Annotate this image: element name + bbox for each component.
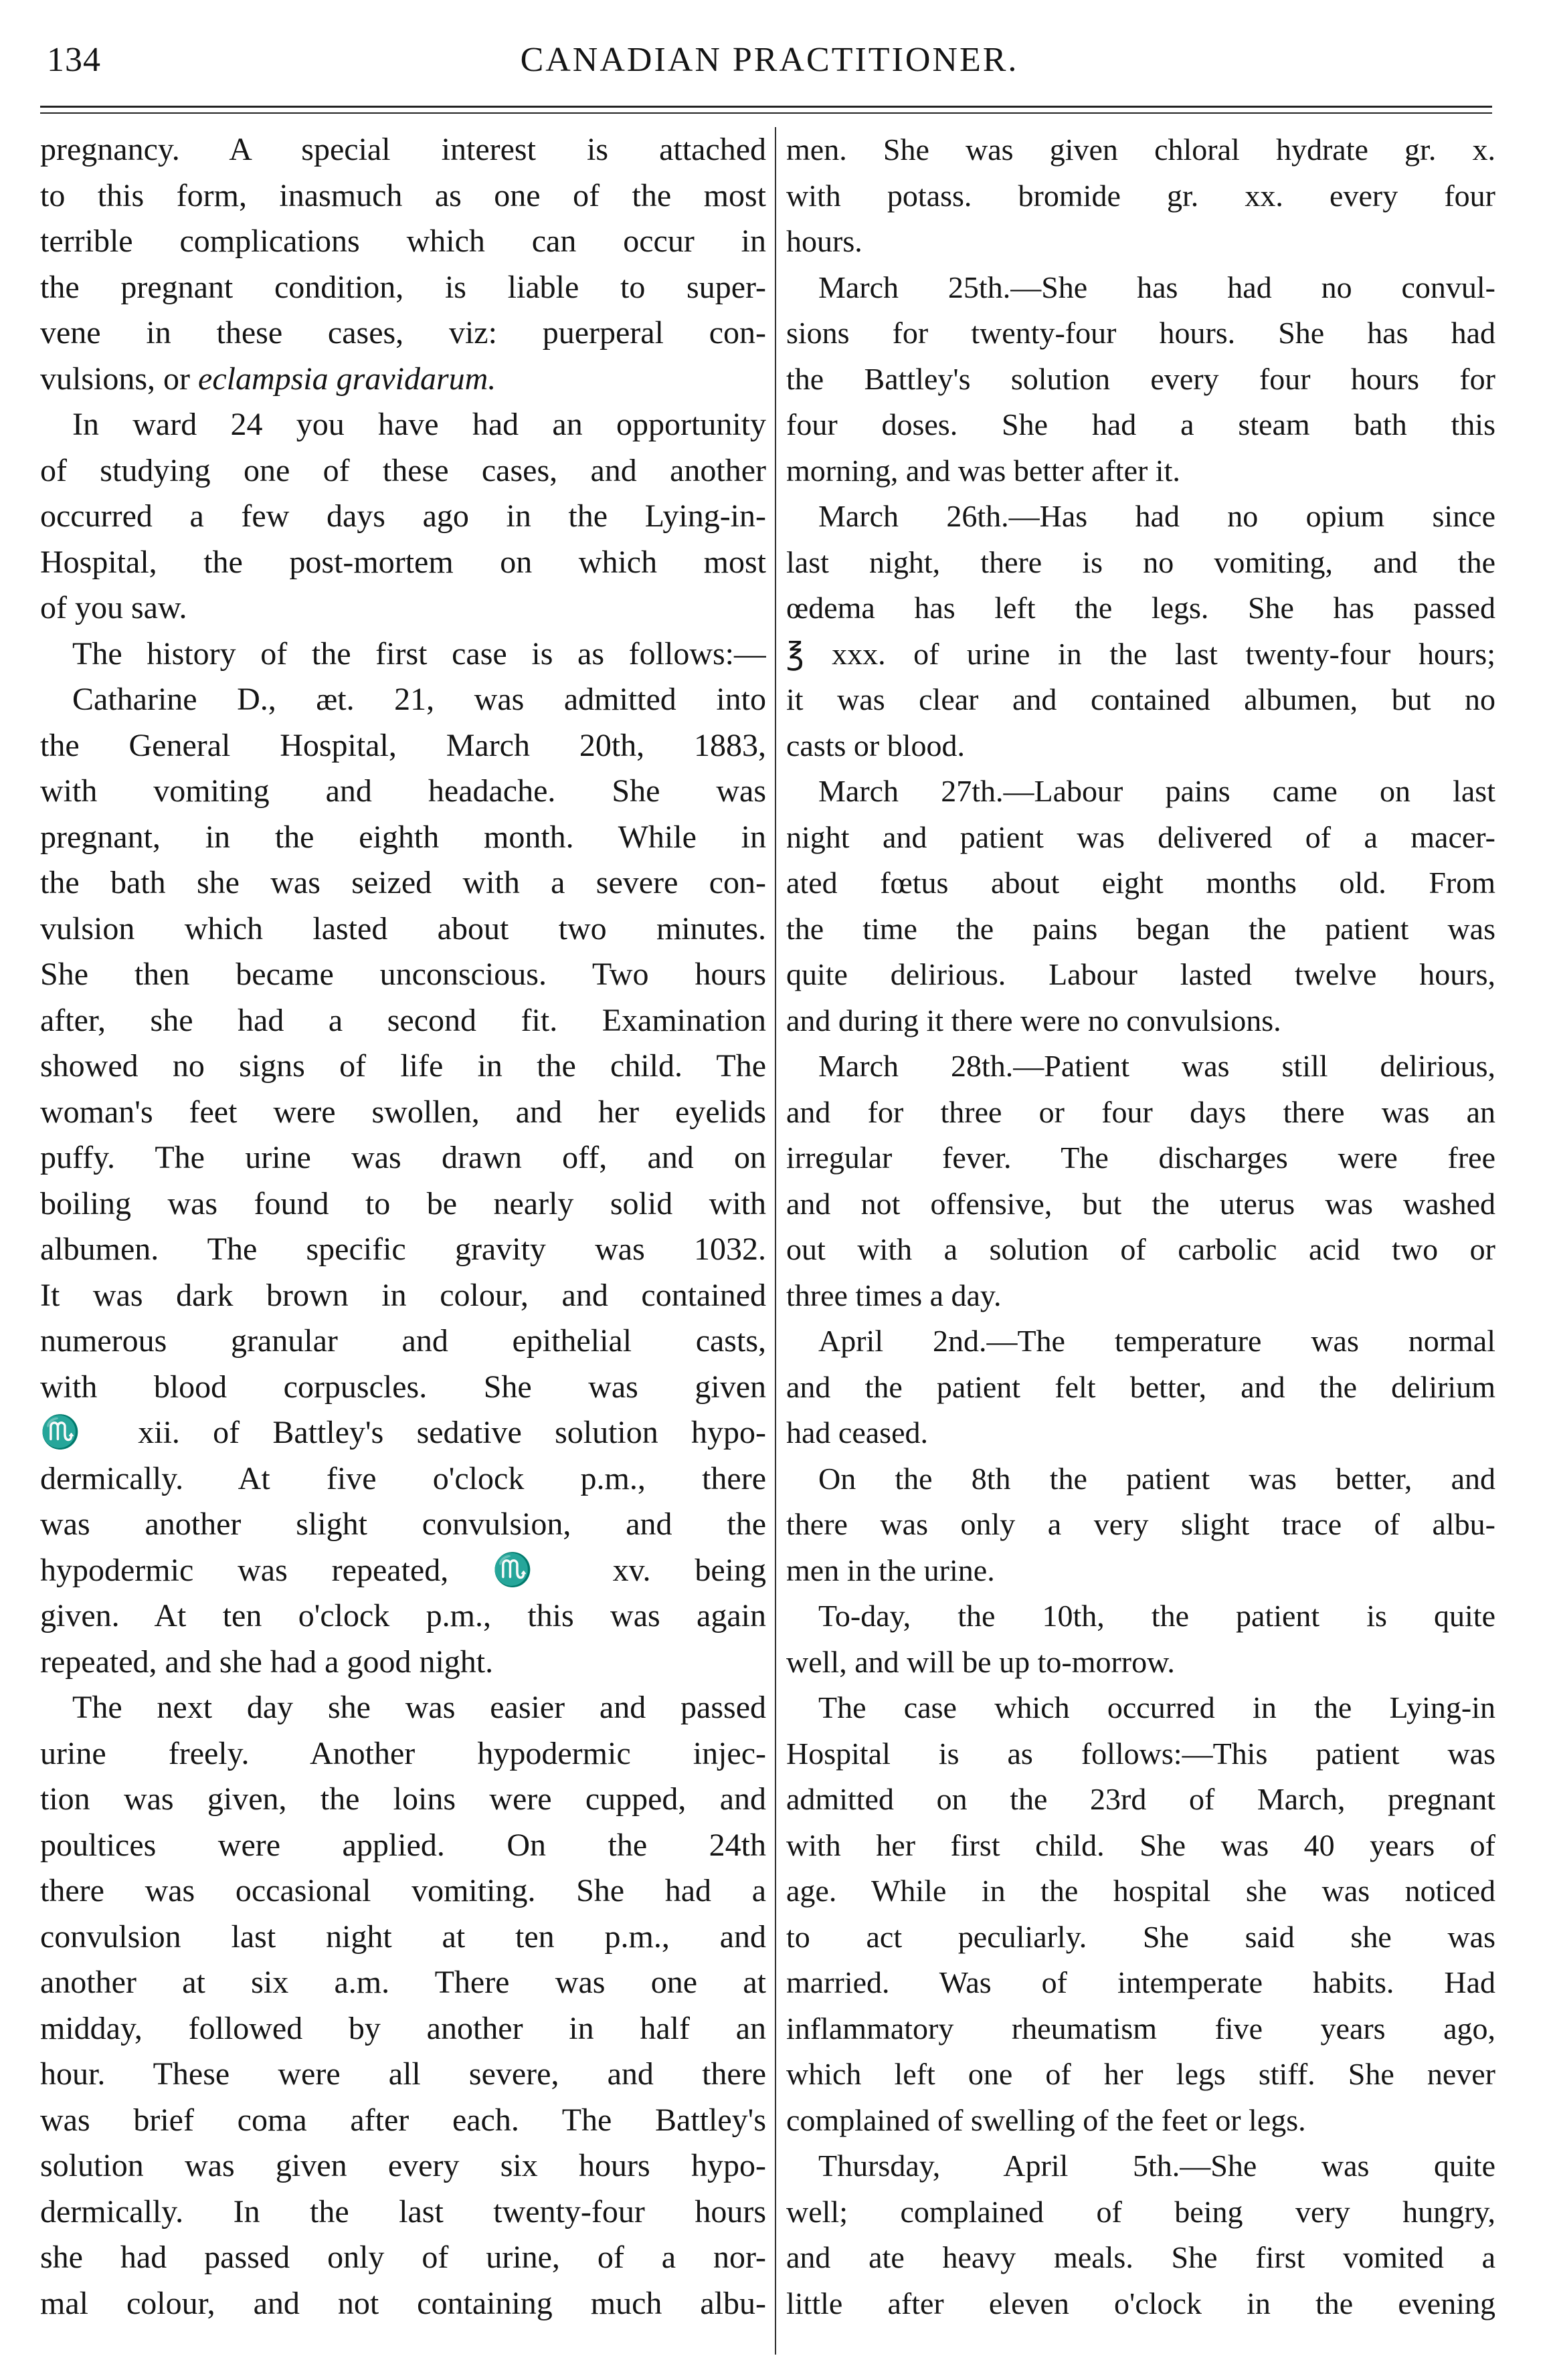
- text-line: ♏ xii. of Battley's sedative solution hypo-: [40, 1415, 766, 1450]
- text-line: there was only a very slight trace of albu-: [786, 1507, 1495, 1541]
- text-line: solution was given every six hours hypo-: [40, 2148, 766, 2183]
- text-line: In ward 24 you have had an opportunity: [72, 407, 766, 442]
- text-line: Thursday, April 5th.—She was quite: [818, 2149, 1495, 2183]
- text-line: she had passed only of urine, of a nor-: [40, 2240, 766, 2275]
- text-line: of you saw.: [40, 590, 187, 625]
- column-divider: [775, 127, 776, 2355]
- text-line: admitted on the 23rd of March, pregnant: [786, 1782, 1495, 1816]
- text-line: March 25th.—She has had no convul-: [818, 270, 1495, 304]
- text-line: with her first child. She was 40 years of: [786, 1827, 1495, 1862]
- text-line: albumen. The specific gravity was 1032.: [40, 1231, 766, 1267]
- text-line: convulsion last night at ten p.m., and: [40, 1918, 766, 1955]
- text-line: well, and will be up to-morrow.: [786, 1644, 1175, 1679]
- text-line: three times a day.: [786, 1278, 1002, 1312]
- text-line: after, she had a second fit. Examination: [40, 1002, 766, 1038]
- text-line: vene in these cases, viz: puerperal con-: [40, 315, 766, 351]
- text-line: The case which occurred in the Lying-in: [818, 1690, 1495, 1724]
- text-line: hypodermic was repeated, ♏ xv. being: [40, 1552, 766, 1588]
- text-line: urine freely. Another hypodermic injec-: [40, 1735, 766, 1771]
- text-line: showed no signs of life in the child. The: [40, 1048, 766, 1084]
- text-line: there was occasional vomiting. She had a: [40, 1873, 766, 1908]
- text-line: midday, followed by another in half an: [40, 2010, 766, 2046]
- text-line: men in the urine.: [786, 1553, 995, 1587]
- italic-term: eclampsia gravidarum.: [198, 361, 496, 397]
- text-line: numerous granular and epithelial casts,: [40, 1323, 766, 1359]
- page-header: [47, 40, 1492, 100]
- text-line: with potass. bromide gr. xx. every four: [786, 178, 1495, 213]
- text-line: little after eleven o'clock in the evening: [786, 2286, 1495, 2320]
- text-line: was brief coma after each. The Battley's: [40, 2102, 766, 2138]
- text-line: dermically. In the last twenty-four hours: [40, 2193, 766, 2229]
- text-line: to act peculiarly. She said she was: [786, 1919, 1495, 1954]
- text-line: puffy. The urine was drawn off, and on: [40, 1140, 766, 1175]
- text-line: Hospital, the post-mortem on which most: [40, 544, 766, 580]
- text-line: and not offensive, but the uterus was washed: [786, 1186, 1495, 1221]
- text-line: the Battley's solution every four hours for: [786, 361, 1495, 396]
- text-line: given. At ten o'clock p.m., this was again: [40, 1598, 766, 1633]
- text-line: the bath she was seized with a severe con-: [40, 865, 766, 900]
- text-line: March 27th.—Labour pains came on last: [818, 774, 1495, 808]
- text-line: The next day she was easier and passed: [72, 1690, 766, 1725]
- text-line: The history of the first case is as follows:—: [72, 635, 766, 672]
- journal-title: CANADIAN PRACTITIONER.: [520, 41, 1019, 79]
- text-line: men. She was given chloral hydrate gr. x.: [786, 132, 1495, 167]
- text-line: casts or blood.: [786, 728, 966, 763]
- text-line: last night, there is no vomiting, and the: [786, 544, 1495, 579]
- text-line: terrible complications which can occur in: [40, 223, 766, 259]
- text-line: vulsion which lasted about two minutes.: [40, 910, 766, 947]
- text-line: was another slight convulsion, and the: [40, 1506, 766, 1542]
- text-line: mal colour, and not containing much albu-: [40, 2285, 766, 2321]
- text-line: sions for twenty-four hours. She has had: [786, 316, 1495, 350]
- text-line: pregnant, in the eighth month. While in: [40, 819, 766, 855]
- text-line: had ceased.: [786, 1415, 928, 1450]
- text-line: with blood corpuscles. She was given: [40, 1369, 766, 1405]
- header-rule-thin: [40, 112, 1492, 114]
- text-line: married. Was of intemperate habits. Had: [786, 1965, 1495, 1999]
- text-line: morning, and was better after it.: [786, 453, 1180, 488]
- text-line: April 2nd.—The temperature was normal: [818, 1324, 1495, 1358]
- text-line: dermically. At five o'clock p.m., there: [40, 1460, 766, 1496]
- text-line: pregnancy. A special interest is attached: [40, 132, 766, 167]
- text-line: which left one of her legs stiff. She never: [786, 2057, 1495, 2091]
- text-line: Hospital is as follows:—This patient was: [786, 1736, 1495, 1771]
- text-line: quite delirious. Labour lasted twelve hours,: [786, 957, 1495, 991]
- text-line: ℥ xxx. of urine in the last twenty-four hours;: [786, 636, 1495, 671]
- text-line: woman's feet were swollen, and her eyelids: [40, 1094, 766, 1130]
- text-line: She then became unconscious. Two hours: [40, 957, 766, 992]
- text-line: and ate heavy meals. She first vomited a: [786, 2240, 1495, 2274]
- text-line: repeated, and she had a good night.: [40, 1644, 494, 1680]
- text-line: hours.: [786, 224, 862, 258]
- article-body: [40, 127, 1495, 2355]
- text-line: it was clear and contained albumen, but no: [786, 682, 1495, 716]
- text-line: hour. These were all severe, and there: [40, 2056, 766, 2092]
- page-number: 134: [47, 41, 101, 79]
- text-line: tion was given, the loins were cupped, and: [40, 1781, 766, 1817]
- right-column: [786, 127, 1495, 2355]
- text-line: the pregnant condition, is liable to super-: [40, 269, 766, 305]
- text-line: the time the pains began the patient was: [786, 911, 1495, 946]
- left-column: [40, 127, 766, 2355]
- text-line: another at six a.m. There was one at: [40, 1965, 766, 2000]
- text-line: out with a solution of carbolic acid two or: [786, 1232, 1495, 1266]
- text-line: It was dark brown in colour, and contained: [40, 1277, 766, 1313]
- text-line: complained of swelling of the feet or legs.: [786, 2102, 1306, 2137]
- text-line: vulsions, or eclampsia gravidarum.: [40, 361, 496, 397]
- text-line: with vomiting and headache. She was: [40, 773, 766, 809]
- text-line: ated fœtus about eight months old. From: [786, 866, 1495, 900]
- text-line: and the patient felt better, and the delirium: [786, 1369, 1495, 1404]
- text-line: To-day, the 10th, the patient is quite: [818, 1599, 1495, 1633]
- text-line: inflammatory rheumatism five years ago,: [786, 2011, 1495, 2046]
- text-line: poultices were applied. On the 24th: [40, 1827, 766, 1863]
- text-line: irregular fever. The discharges were free: [786, 1141, 1495, 1175]
- text-line: On the 8th the patient was better, and: [818, 1461, 1495, 1496]
- text-line: the General Hospital, March 20th, 1883,: [40, 727, 766, 763]
- text-line: occurred a few days ago in the Lying-in-: [40, 498, 766, 534]
- text-line: Catharine D., æt. 21, was admitted into: [72, 682, 766, 717]
- text-line: March 26th.—Has had no opium since: [818, 499, 1495, 533]
- text-line: four doses. She had a steam bath this: [786, 407, 1495, 441]
- text-line: and during it there were no convulsions.: [786, 1003, 1281, 1037]
- text-line: boiling was found to be nearly solid with: [40, 1185, 766, 1221]
- text-line: age. While in the hospital she was noticed: [786, 1874, 1495, 1908]
- text-line: well; complained of being very hungry,: [786, 2194, 1495, 2229]
- text-line: night and patient was delivered of a macer-: [786, 819, 1495, 854]
- text-line: March 28th.—Patient was still delirious,: [818, 1049, 1495, 1083]
- header-rule: [40, 106, 1492, 108]
- text-line: œdema has left the legs. She has passed: [786, 591, 1495, 625]
- text-line: of studying one of these cases, and another: [40, 452, 766, 488]
- text-line: to this form, inasmuch as one of the most: [40, 177, 766, 213]
- text-line: and for three or four days there was an: [786, 1094, 1495, 1129]
